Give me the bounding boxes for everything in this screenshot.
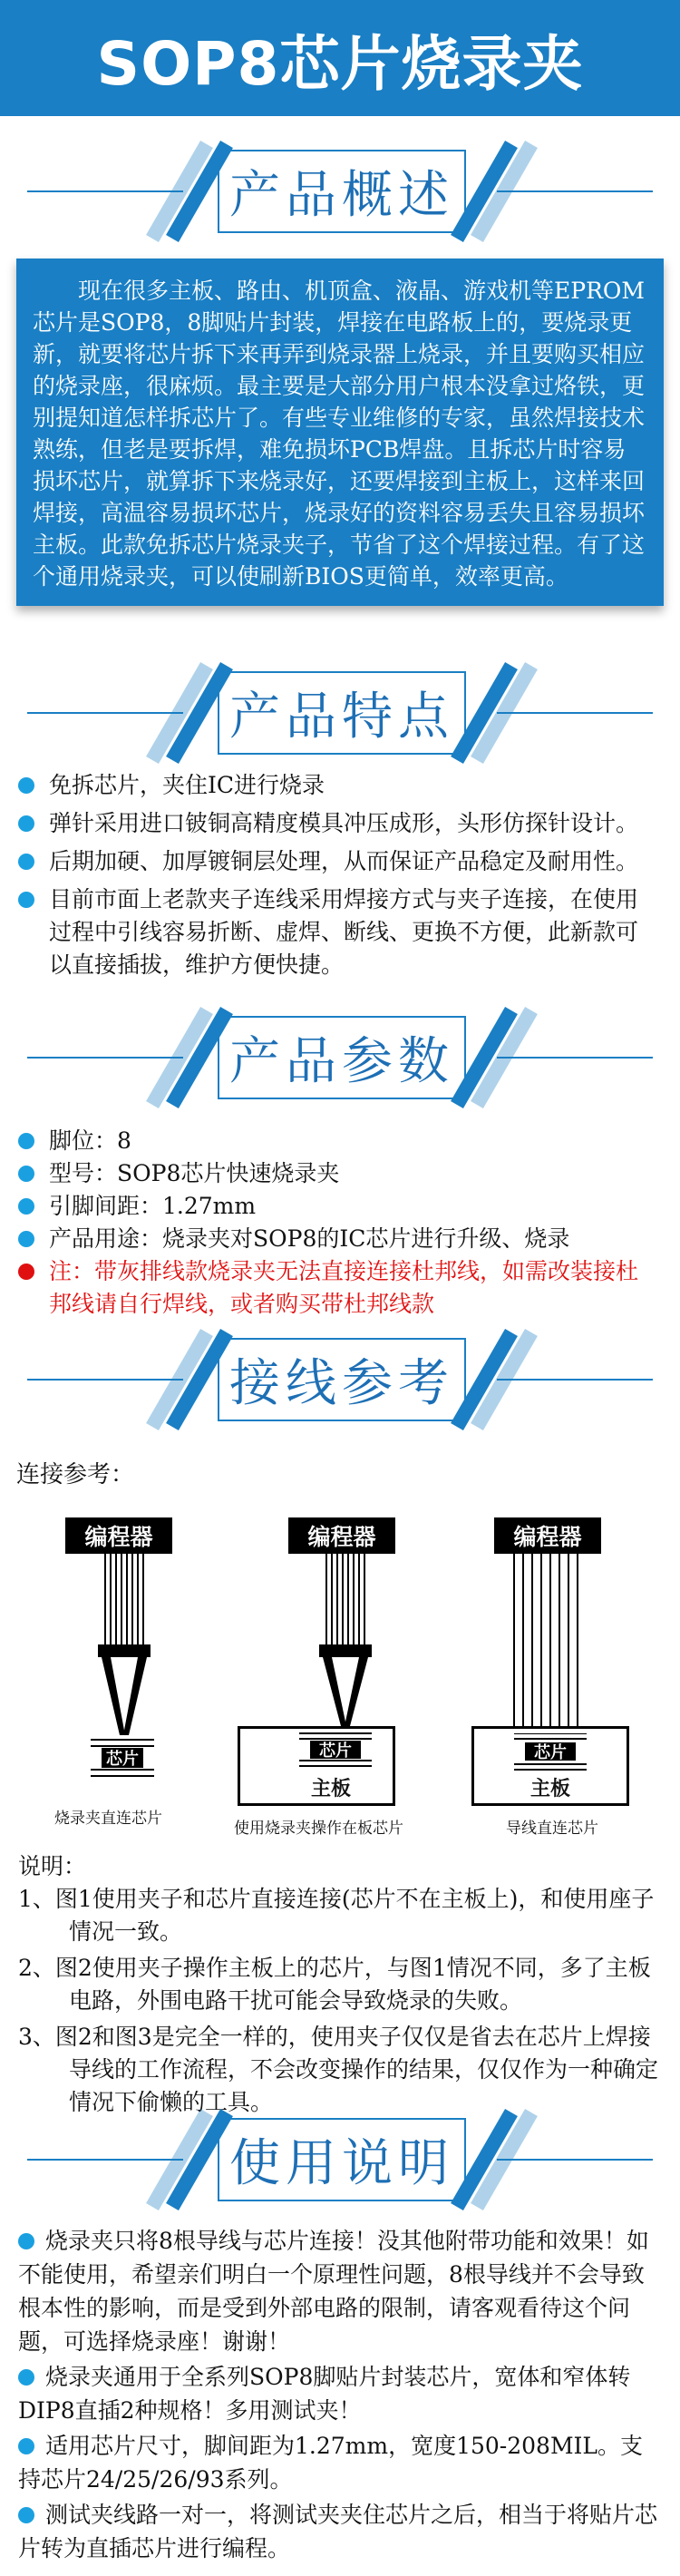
notes <box>18 1850 662 2122</box>
features-section-header <box>0 667 680 757</box>
bullet-icon <box>18 2233 34 2249</box>
bullet-icon <box>18 815 34 832</box>
list-item: 引脚间距：1.27mm <box>18 1190 658 1223</box>
list-item: 测试夹线路一对一，将测试夹夹住芯片之后，相当于将贴片芯片转为直插芯片进行编程。 <box>18 2502 658 2561</box>
note-item: 2、图2使用夹子操作主板上的芯片，与图1情况不同，多了主板电路，外围电路干扰可能会导致烧录的失败。 <box>18 1955 651 2014</box>
list-item: 弹针采用进口铍铜高精度模具冲压成形，头形仿探针设计。 <box>18 807 658 840</box>
programmer-box: 编程器 <box>494 1517 601 1554</box>
overview-section-header <box>0 145 680 236</box>
params-section-header <box>0 1011 680 1102</box>
list-item: 烧录夹只将8根导线与芯片连接！没其他附带功能和效果！如不能使用，希望亲们明白一个原理性问题，8根导线并不会导致根本性的影响，而是受到外部电路的限制，请客观看待这个问题，可选择烧录座！谢谢！ <box>18 2228 649 2355</box>
wiring-section-header <box>0 1333 680 1424</box>
list-item: 免拆芯片，夹住IC进行烧录 <box>18 769 658 802</box>
overview-text: 现在很多主板、路由、机顶盒、液晶、游戏机等EPROM芯片是SOP8，8脚贴片封装，焊接在电路板上的，要烧录更新，就要将芯片拆下来再弄到烧录器上烧录，并且要购买相应的烧录座，很麻烦。最主要是大部分用户根本没拿过烙铁，更别提知道怎样拆芯片了。有些专业维修的专家，虽然焊接技术熟练，但老是要拆焊，难免损坏PCB焊盘。且拆芯片时容易损坏芯片，就算拆下来烧录好，还要焊接到主板上，这样来回焊接，高温容易损坏芯片，烧录好的资料容易丢失且容易损坏主板。此款免拆芯片烧录夹子，节省了这个焊接过程。有了这个通用烧录夹，可以使刷新BIOS更简单，效率更高。 <box>33 278 646 590</box>
caption-1: 烧录夹直连芯片 <box>54 1810 162 1828</box>
overview-box <box>16 259 664 606</box>
caption-3: 导线直连芯片 <box>506 1820 598 1838</box>
note-item: 1、图1使用夹子和芯片直接连接(芯片不在主板上)，和使用座子情况一致。 <box>18 1886 655 1945</box>
direct-wires-3 <box>494 1554 603 1735</box>
programmer-box: 编程器 <box>65 1517 172 1554</box>
notes-title: 说明： <box>18 1853 87 1879</box>
chip-label-2: 芯片 <box>319 1742 352 1761</box>
usage-section-header <box>0 2113 680 2204</box>
note-item: 3、图2和图3是完全一样的，使用夹子仅仅是省去在芯片上焊接导线的工作流程，不会改变操作的结果，仅仅作为一种确定情况下偷懒的工具。 <box>18 2024 659 2115</box>
list-item: 脚位：8 <box>18 1125 658 1157</box>
caption-2: 使用烧录夹操作在板芯片 <box>234 1820 403 1838</box>
list-item: 型号：SOP8芯片快速烧录夹 <box>18 1157 658 1190</box>
bullet-icon <box>18 854 34 870</box>
wiring-diagram <box>0 1510 680 1855</box>
bullet-icon <box>18 892 34 908</box>
section-title-usage: 使用说明 <box>229 2134 454 2193</box>
programmer-box: 编程器 <box>288 1517 395 1554</box>
bullet-icon <box>18 1166 34 1182</box>
wiring-label: 连接参考： <box>16 1461 135 1488</box>
list-item: 目前市面上老款夹子连线采用焊接方式与夹子连接，在使用过程中引线容易折断、虚焊、断线、更换不方便，此新款可以直接插拔，维护方便快捷。 <box>18 883 658 981</box>
list-item: 后期加硬、加厚镀铜层处理，从而保证产品稳定及耐用性。 <box>18 845 658 878</box>
bullet-icon <box>18 2507 34 2523</box>
clip-wires-2 <box>257 1554 430 1735</box>
section-title-wiring: 接线参考 <box>229 1354 454 1413</box>
bullet-icon <box>18 777 34 794</box>
params-list <box>0 1125 680 1321</box>
title-banner <box>0 0 680 116</box>
board-label-2: 主板 <box>310 1778 351 1800</box>
page-title: SOP8芯片烧录夹 <box>96 28 584 99</box>
section-title-params: 产品参数 <box>229 1032 454 1091</box>
list-item: 烧录夹通用于全系列SOP8脚贴片封装芯片，宽体和窄体转DIP8直插2种规格！多用测试夹！ <box>18 2364 631 2424</box>
bullet-icon <box>18 1198 34 1215</box>
bullet-icon <box>18 1231 34 1247</box>
chip-label-3: 芯片 <box>534 1743 567 1762</box>
bullet-icon <box>18 1264 34 1280</box>
params-note: 注：带灰排线款烧录夹无法直接连接杜邦线，如需改装接杜邦线请自行焊线，或者购买带杜邦线款 <box>18 1255 658 1321</box>
bullet-icon <box>18 1133 34 1149</box>
chip-label-1: 芯片 <box>106 1750 139 1769</box>
usage-list <box>18 2224 665 2567</box>
list-item: 适用芯片尺寸，脚间距为1.27mm，宽度150-208MIL。支持芯片24/25/26/93系列。 <box>18 2433 644 2493</box>
bullet-icon <box>18 2438 34 2454</box>
list-item: 产品用途：烧录夹对SOP8的IC芯片进行升级、烧录 <box>18 1223 658 1255</box>
bullet-icon <box>18 2369 34 2386</box>
section-title-features: 产品特点 <box>229 688 454 746</box>
features-list <box>0 769 680 987</box>
section-title-overview: 产品概述 <box>229 166 454 225</box>
board-label-3: 主板 <box>529 1778 570 1800</box>
